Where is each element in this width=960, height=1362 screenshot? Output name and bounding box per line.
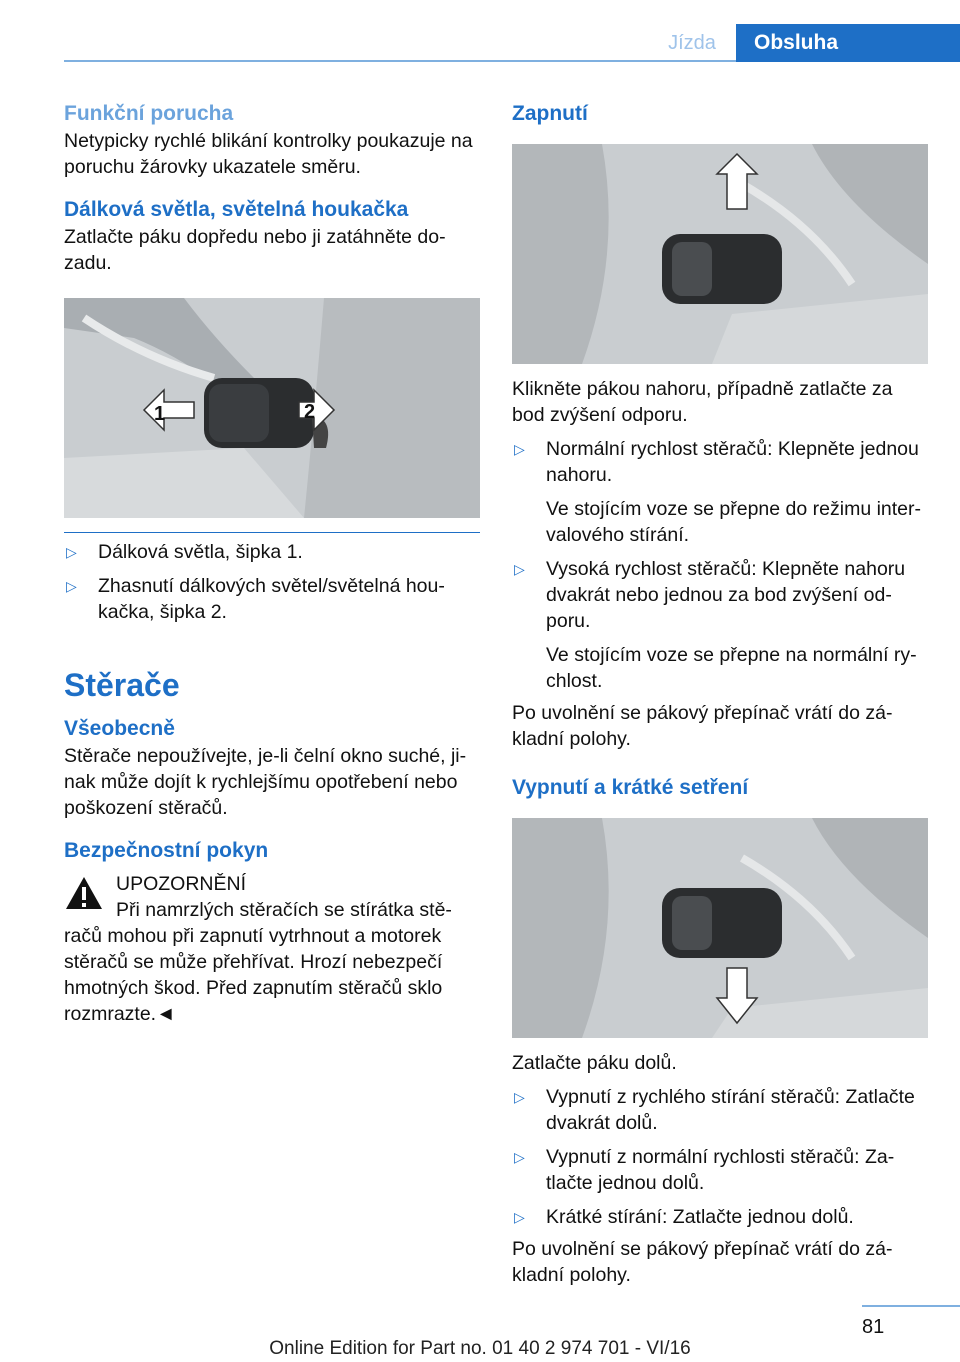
bullet-triangle-icon: ▷ <box>66 578 77 594</box>
bullet-triangle-icon: ▷ <box>514 441 525 457</box>
wiper-down-image <box>512 818 928 1038</box>
list-item: ▷ Dálková světla, šipka 1. <box>66 541 303 563</box>
off-list <box>512 1084 928 1230</box>
tab-obsluha[interactable]: Obsluha <box>736 24 960 62</box>
list-item: ▷ Vysoká rychlost stěračů: Klepněte nahoru dvakrát nebo jednou za bod zvýšení od-poru. Ve stojícím voze se přepne na normální ry-chlost. <box>514 558 917 692</box>
general-heading: Všeobecně <box>64 717 175 740</box>
on-text: Klikněte pákou nahoru, případně zatlačte za bod zvýšení odporu. <box>512 378 893 426</box>
arrow-label-2: 2 <box>304 401 316 423</box>
warning-triangle-icon <box>64 875 104 911</box>
high-beam-text: Zatlačte páku dopředu nebo ji zatáhněte do-zadu. <box>64 226 446 274</box>
warning-first-line: Při namrzlých stěračích se stírátka stě- <box>116 899 452 921</box>
list-item: ▷ Normální rychlost stěračů: Klepněte jednou nahoru. Ve stojícím voze se přepne do režimu inter-valového stírání. <box>514 438 922 546</box>
warning-text: račů mohou při zapnutí vytrhnout a motorek stěračů se může přehřívat. Hrozí nebezpečí hmotných škod. Před zapnutím stěračů sklo rozmrazte.◄ <box>64 925 443 1025</box>
bullet-triangle-icon: ▷ <box>514 561 525 577</box>
warning-label: UPOZORNĚNÍ <box>116 873 247 895</box>
edition-footer: Online Edition for Part no. 01 40 2 974 701 - VI/16 <box>269 1338 691 1359</box>
high-beam-list <box>64 539 480 625</box>
high-beam-heading: Dálková světla, světelná houkačka <box>64 198 409 221</box>
off-heading: Vypnutí a krátké setření <box>512 776 749 799</box>
list-item: ▷ Krátké stírání: Zatlačte jednou dolů. <box>514 1206 854 1228</box>
on-heading: Zapnutí <box>512 102 588 125</box>
fault-text: Netypicky rychlé blikání kontrolky poukazuje na poruchu žárovky ukazatele směru. <box>64 130 473 178</box>
high-beam-lever-image <box>64 298 480 518</box>
off-after-text: Po uvolnění se pákový přepínač vrátí do zá-kladní polohy. <box>512 1238 893 1286</box>
list-item: ▷ Vypnutí z rychlého stírání stěračů: Zatlačte dvakrát dolů. <box>514 1086 915 1134</box>
tab-jizda[interactable]: Jízda <box>668 32 716 54</box>
wiper-up-image <box>512 144 928 364</box>
page-number: 81 <box>862 1316 885 1338</box>
on-after-text: Po uvolnění se pákový přepínač vrátí do zá-kladní polohy. <box>512 702 893 750</box>
safety-heading: Bezpečnostní pokyn <box>64 839 269 862</box>
fault-heading: Funkční porucha <box>64 102 234 125</box>
list-item: ▷ Zhasnutí dálkových světel/světelná hou-kačka, šipka 2. <box>66 575 445 623</box>
left-column <box>64 100 480 1027</box>
bullet-triangle-icon: ▷ <box>514 1209 525 1225</box>
bullet-triangle-icon: ▷ <box>514 1089 525 1105</box>
on-list <box>512 436 928 694</box>
bullet-triangle-icon: ▷ <box>66 544 77 560</box>
list-item: ▷ Vypnutí z normální rychlosti stěračů: Za-tlačte jednou dolů. <box>514 1146 895 1194</box>
footer-rule <box>862 1305 960 1307</box>
right-column <box>512 100 928 1288</box>
arrow-label-1: 1 <box>154 403 166 425</box>
wipers-title: Stěrače <box>64 667 180 703</box>
general-text: Stěrače nepoužívejte, je-li čelní okno suché, ji-nak může dojít k rychlejšímu opotřebení nebo poškození stěračů. <box>64 745 467 819</box>
bullet-triangle-icon: ▷ <box>514 1149 525 1165</box>
off-text: Zatlačte páku dolů. <box>512 1052 677 1074</box>
warning-block <box>64 871 480 923</box>
